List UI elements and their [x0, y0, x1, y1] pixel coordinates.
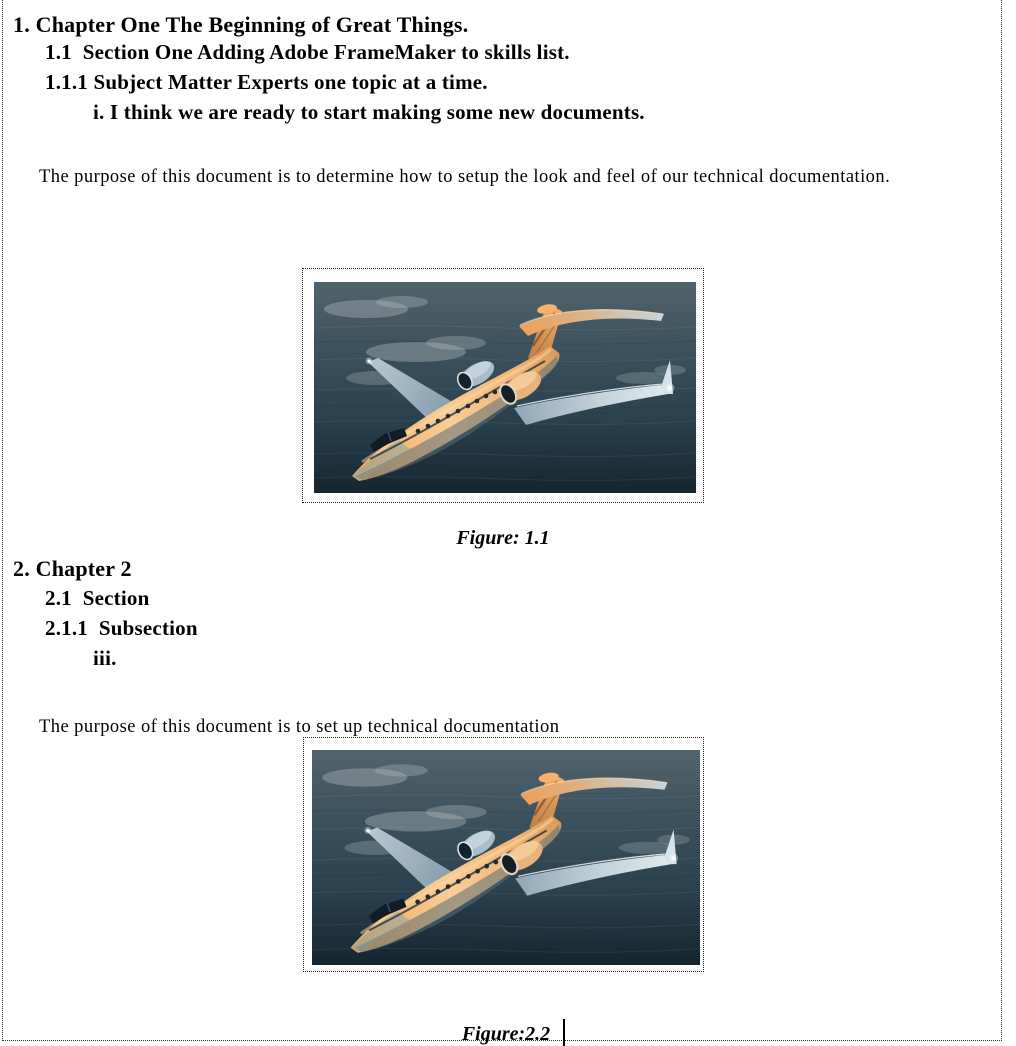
figure-caption-2[interactable]: Figure:2.2	[461, 1023, 551, 1045]
figure-caption-1[interactable]: Figure: 1.1	[456, 527, 550, 549]
heading-subsection-2-1-1[interactable]: 2.1.1 Subsection	[45, 616, 198, 640]
figure-frame-2[interactable]	[303, 737, 704, 972]
heading-section-1-1[interactable]: 1.1 Section One Adding Adobe FrameMaker to skills list.	[45, 40, 570, 64]
figure-frame-1[interactable]	[302, 268, 704, 503]
jet-photo-1	[314, 282, 696, 493]
heading-chapter-1[interactable]: 1. Chapter One The Beginning of Great Things.	[13, 12, 469, 37]
heading-subsection-1-1-1[interactable]: 1.1.1 Subject Matter Experts one topic at a time.	[45, 70, 488, 94]
heading-chapter-2[interactable]: 2. Chapter 2	[13, 556, 132, 581]
heading-section-2-1[interactable]: 2.1 Section	[45, 586, 150, 610]
paragraph-chapter-2[interactable]: The purpose of this document is to set up technical documentation	[39, 717, 560, 737]
paragraph-chapter-1[interactable]: The purpose of this document is to determine how to setup the look and feel of our technical documentation.	[39, 167, 891, 187]
text-cursor	[563, 1019, 565, 1046]
heading-list-item-i[interactable]: i. I think we are ready to start making some new documents.	[93, 100, 645, 124]
jet-photo-2	[312, 750, 700, 965]
heading-list-item-iii[interactable]: iii.	[93, 646, 117, 670]
figure-caption-2-row	[303, 992, 704, 1046]
